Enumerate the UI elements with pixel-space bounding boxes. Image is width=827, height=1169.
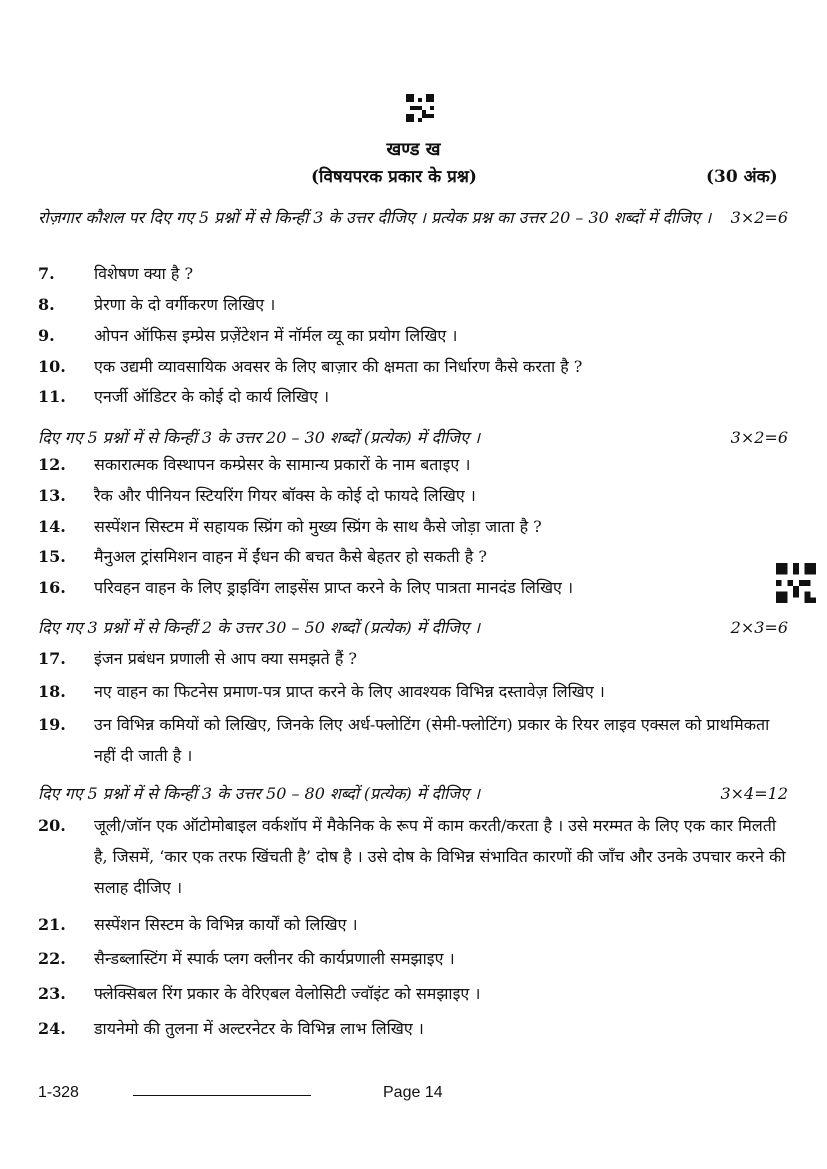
qr-code-icon: [406, 94, 434, 122]
question-item: 21. सस्पेंशन सिस्टम के विभिन्न कार्यों को लिखिए ।: [38, 915, 358, 934]
question-item: 12. सकारात्मक विस्थापन कम्प्रेसर के सामान्य प्रकारों के नाम बताइए ।: [38, 455, 471, 474]
total-marks: (30 अंक): [706, 167, 778, 187]
question-item: 7. विशेषण क्या है ?: [38, 264, 194, 283]
question-item: 19. उन विभिन्न कमियों को लिखिए, जिनके लिए अर्ध-फ्लोटिंग (सेमी-फ्लोटिंग) प्रकार के रियर लाइव एक्सल को प्राथमिकता नहीं दी जाती है ।: [38, 715, 770, 765]
question-item: 22. सैन्डब्लास्टिंग में स्पार्क प्लग क्लीनर की कार्यप्रणाली समझाइए ।: [38, 949, 455, 968]
group-marks: 3×2=6: [730, 208, 788, 227]
group-instruction: दिए गए 3 प्रश्नों में से किन्हीं 2 के उत्तर 30 – 50 शब्दों (प्रत्येक) में दीजिए । 2×3=6: [38, 614, 788, 642]
paper-code: 1-328: [38, 1084, 79, 1101]
question-item: 20. जूली/जॉन एक ऑटोमोबाइल वर्कशॉप में मैकेनिक के रूप में काम करती/करता है । उसे मरम्मत के लिए एक कार मिलती है, जिसमें, ‘कार एक तरफ खिंचती है’ दोष है । उसे दोष के विभिन्न संभावित कारणों की जाँच और उनके उपचार करने की सलाह दीजिए ।: [38, 816, 786, 897]
question-item: 11. एनर्जी ऑडिटर के कोई दो कार्य लिखिए ।: [38, 387, 330, 406]
page-number: Page 14: [383, 1084, 443, 1101]
question-item: 13. रैक और पीनियन स्टियरिंग गियर बॉक्स के कोई दो फायदे लिखिए ।: [38, 486, 476, 505]
section-title: खण्ड ख: [386, 139, 441, 160]
question-item: 24. डायनेमो की तुलना में अल्टरनेटर के विभिन्न लाभ लिखिए ।: [38, 1019, 424, 1038]
group-marks: 3×4=12: [720, 784, 788, 803]
group-marks: 3×2=6: [730, 428, 788, 447]
group-instruction: रोज़गार कौशल पर दिए गए 5 प्रश्नों में से किन्हीं 3 के उत्तर दीजिए । प्रत्येक प्रश्न का उत्तर 20 – 30 शब्दों में दीजिए । 3×2=6: [38, 204, 788, 232]
question-item: 15. मैनुअल ट्रांसमिशन वाहन में ईंधन की बचत कैसे बेहतर हो सकती है ?: [38, 547, 487, 566]
section-subtitle: (विषयपरक प्रकार के प्रश्न): [311, 167, 477, 187]
question-item: 10. एक उद्यमी व्यावसायिक अवसर के लिए बाज़ार की क्षमता का निर्धारण कैसे करता है ?: [38, 357, 583, 376]
footer-divider: [133, 1095, 311, 1096]
question-item: 18. नए वाहन का फिटनेस प्रमाण-पत्र प्राप्त करने के लिए आवश्यक विभिन्न दस्तावेज़ लिखिए ।: [38, 682, 605, 701]
group-marks: 2×3=6: [730, 618, 788, 637]
group-instruction: दिए गए 5 प्रश्नों में से किन्हीं 3 के उत्तर 20 – 30 शब्दों (प्रत्येक) में दीजिए । 3×2=6: [38, 424, 788, 452]
question-item: 8. प्रेरणा के दो वर्गीकरण लिखिए ।: [38, 295, 276, 314]
question-item: 23. फ्लेक्सिबल रिंग प्रकार के वेरिएबल वेलोसिटी ज्वॉइंट को समझाइए ।: [38, 984, 481, 1003]
question-item: 9. ओपन ऑफिस इम्प्रेस प्रज़ेंटेशन में नॉर्मल व्यू का प्रयोग लिखिए ।: [38, 326, 458, 345]
question-item: 17. इंजन प्रबंधन प्रणाली से आप क्या समझते हैं ?: [38, 649, 357, 668]
question-item: 16. परिवहन वाहन के लिए ड्राइविंग लाइसेंस प्राप्त करने के लिए पात्रता मानदंड लिखिए ।: [38, 578, 574, 597]
question-item: 14. सस्पेंशन सिस्टम में सहायक स्प्रिंग को मुख्य स्प्रिंग के साथ कैसे जोड़ा जाता है ?: [38, 517, 542, 536]
group-instruction: दिए गए 5 प्रश्नों में से किन्हीं 3 के उत्तर 50 – 80 शब्दों (प्रत्येक) में दीजिए । 3×4=12: [38, 780, 788, 808]
